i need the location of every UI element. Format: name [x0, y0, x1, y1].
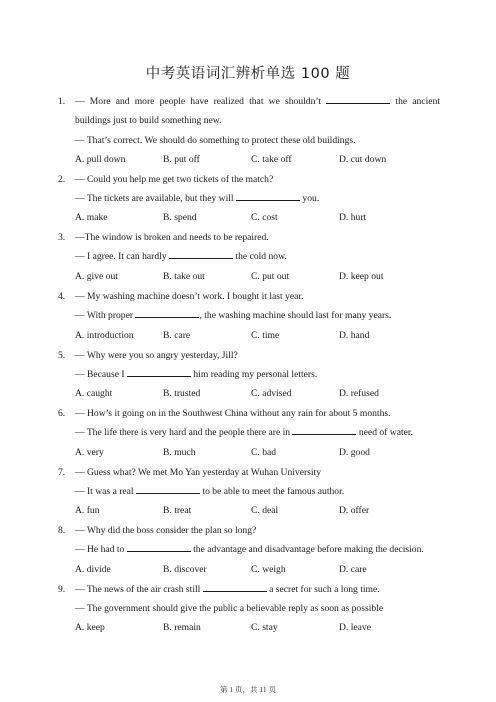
option-c[interactable]: C. stay — [251, 622, 278, 634]
answer-blank — [135, 309, 199, 318]
question-stem: 3. —The window is broken and needs to be repaired. — [58, 228, 440, 247]
question-number: 2. — [58, 173, 66, 185]
option-b[interactable]: B. treat — [163, 505, 192, 517]
question-1 — [58, 92, 440, 170]
option-b[interactable]: B. care — [163, 329, 191, 341]
question-3 — [58, 228, 440, 286]
options-row — [58, 501, 440, 520]
question-response: — With proper , the washing machine should last for many years. — [75, 310, 392, 322]
option-a[interactable]: A. pull down — [75, 154, 126, 166]
option-d[interactable]: D. hand — [339, 329, 370, 341]
options-row — [58, 384, 440, 403]
option-b[interactable]: B. put off — [163, 154, 200, 166]
option-d[interactable]: D. refused — [339, 388, 379, 400]
question-response: — It was a real to be able to meet the famous author. — [75, 485, 345, 497]
option-c[interactable]: C. time — [251, 329, 280, 341]
question-stem: 1. — More and more people have realized that we shouldn’t the ancient — [58, 92, 440, 111]
question-stem: 5. — Why were you so angry yesterday, Jill? — [58, 346, 440, 365]
option-d[interactable]: D. offer — [339, 505, 370, 517]
question-number: 9. — [58, 583, 66, 595]
question-9 — [58, 580, 440, 638]
question-2 — [58, 170, 440, 228]
answer-blank — [203, 583, 267, 592]
question-5 — [58, 346, 440, 404]
question-number: 4. — [58, 291, 66, 302]
options-row — [58, 443, 440, 462]
option-a[interactable]: A. introduction — [75, 329, 134, 341]
options-row — [58, 208, 440, 227]
question-response: — I agree. It can hardly the cold now. — [75, 251, 287, 263]
question-response: — Because I him reading my personal letters. — [75, 368, 318, 380]
answer-blank — [169, 250, 233, 259]
option-d[interactable]: D. leave — [339, 622, 371, 634]
question-response: — The government should give the public a believable reply as soon as possible — [75, 602, 384, 614]
question-stem-continued: buildings just to build something new. — [75, 115, 222, 127]
option-d[interactable]: D. keep out — [339, 270, 384, 282]
option-c[interactable]: C. put out — [251, 270, 290, 282]
question-stem: 9. — The news of the air crash still a secret for such a long time. — [58, 580, 440, 599]
option-a[interactable]: A. very — [75, 446, 104, 458]
option-b[interactable]: B. remain — [163, 622, 201, 634]
options-row — [58, 326, 440, 345]
option-d[interactable]: D. cut down — [339, 154, 387, 166]
option-c[interactable]: C. weigh — [251, 563, 286, 575]
question-stem: 8. — Why did the boss consider the plan so long? — [58, 521, 440, 540]
question-4 — [58, 287, 440, 345]
option-c[interactable]: C. advised — [251, 388, 292, 400]
question-number: 7. — [58, 466, 66, 478]
option-b[interactable]: B. take out — [163, 270, 205, 282]
option-b[interactable]: B. much — [163, 446, 196, 458]
options-row — [58, 267, 440, 286]
answer-blank — [127, 543, 191, 552]
option-d[interactable]: D. good — [339, 446, 370, 458]
answer-blank — [236, 192, 300, 201]
page-title: 中考英语词汇辨析单选 100 题 — [145, 66, 351, 82]
options-row — [58, 560, 440, 579]
question-response: — He had to the advantage and disadvantage before making the decision. — [75, 544, 424, 556]
option-a[interactable]: A. make — [75, 212, 108, 224]
question-response: — The tickets are available, but they will you. — [75, 192, 320, 204]
question-6 — [58, 404, 440, 462]
page-footer: 第 1 页，共 11 页 — [220, 685, 276, 694]
question-number: 1. — [58, 96, 66, 107]
question-stem: 4. — My washing machine doesn’t work. I bought it last year. — [58, 287, 440, 306]
option-b[interactable]: B. spend — [163, 212, 197, 224]
option-c[interactable]: C. bad — [251, 446, 277, 458]
answer-blank — [292, 426, 356, 435]
question-8 — [58, 521, 440, 579]
question-stem: 2. — Could you help me get two tickets of the match? — [58, 170, 440, 189]
answer-blank — [136, 485, 200, 494]
answer-blank — [127, 368, 191, 377]
question-number: 8. — [58, 525, 66, 536]
question-number: 6. — [58, 408, 66, 419]
question-stem: 6. — How’s it going on in the Southwest China without any rain for about 5 months. — [58, 404, 440, 423]
option-c[interactable]: C. take off — [251, 154, 292, 166]
options-row — [58, 150, 440, 169]
option-d[interactable]: D. care — [339, 563, 367, 575]
option-a[interactable]: A. keep — [75, 622, 105, 634]
question-number: 3. — [58, 232, 66, 243]
option-d[interactable]: D. hurt — [339, 212, 367, 224]
option-a[interactable]: A. caught — [75, 388, 113, 400]
option-c[interactable]: C. deal — [251, 505, 279, 517]
question-response: — That’s correct. We should do something to protect these old buildings. — [75, 134, 356, 146]
question-response: — The life there is very hard and the people there are in need of water. — [75, 427, 413, 439]
option-b[interactable]: B. trusted — [163, 388, 201, 400]
options-row — [58, 618, 440, 637]
option-a[interactable]: A. fun — [75, 505, 100, 517]
option-a[interactable]: A. divide — [75, 563, 111, 575]
option-b[interactable]: B. discover — [163, 563, 207, 575]
question-7 — [58, 463, 440, 521]
option-a[interactable]: A. give out — [75, 270, 118, 282]
option-c[interactable]: C. cost — [251, 212, 278, 224]
question-stem: 7. — Guess what? We met Mo Yan yesterday at Wuhan University — [58, 463, 440, 482]
answer-blank — [326, 95, 390, 104]
question-number: 5. — [58, 349, 66, 361]
